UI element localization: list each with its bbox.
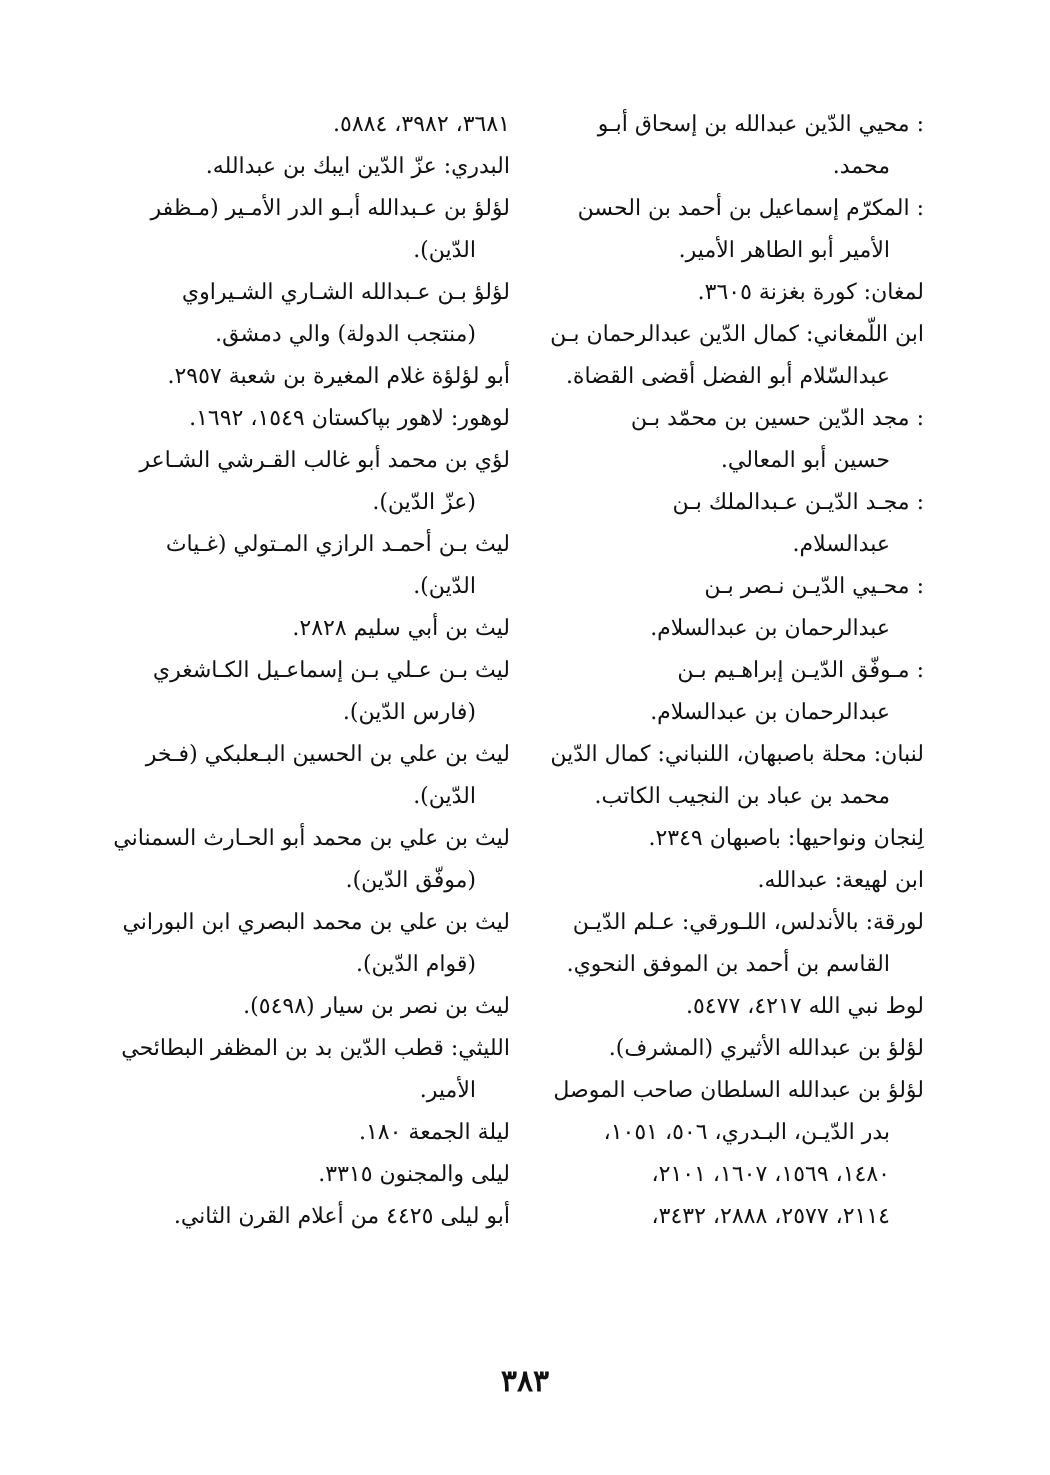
entry-line: البدري: عزّ الدّين ايبك بن عبدالله. [205,154,510,179]
entry-continuation-line: الدّين). [413,784,476,809]
entry-line: ليث بن علي بن الحسين البـعلبكي (فـخر [145,742,510,767]
entry-line: : المكرّم إسماعيل بن أحمد بن الحسن [577,196,924,221]
right-column [548,104,924,1238]
entry-line: ابن اللّمغاني: كمال الدّين عبدالرحمان بـن [550,322,924,347]
index-entry [548,650,924,734]
entry-line: ليث بن نصر بن سيار (٥٤٩٨). [243,994,510,1019]
entry-continuation-line: محمد. [832,154,890,179]
index-entry [122,902,510,986]
entry-line: ابن لهيعة: عبدالله. [757,868,924,893]
index-entry [140,398,510,440]
index-entry [140,608,510,650]
index-entry [140,1112,510,1154]
entry-continuation-line: الأمير أبو الطاهر الأمير. [678,238,890,263]
index-entry [140,986,510,1028]
index-entry [140,1154,510,1196]
entry-line: أبو ليلى ٤٤٢٥ من أعلام القرن الثاني. [173,1204,510,1229]
entry-continuation-line: الأمير. [419,1078,476,1103]
entry-continuation-line: ٢١١٤، ٢٥٧٧، ٢٨٨٨، ٣٤٣٢، [651,1204,890,1229]
index-entry [548,1028,924,1070]
entry-line: ليث بن علي بن محمد أبو الحـارث السمناني [113,826,510,851]
index-entry [140,188,510,272]
entry-line: لؤلؤ بـن عـبدالله الشـاري الشـيراوي [181,280,510,305]
entry-continuation-line: القاسم بن أحمد بن الموفق النحوي. [566,952,890,977]
index-entry [140,272,510,356]
entry-line: : محيي الدّين عبدالله بن إسحاق أبـو [597,112,924,137]
page-number: ٣٨٣ [500,1364,550,1399]
index-entry [113,818,510,902]
entry-line: لورقة: بالأندلس، اللـورقي: عـلم الدّيـن [572,910,924,935]
entry-line: الليثي: قطب الدّين بد بن المظفر البطائحي [121,1036,510,1061]
entry-line: : محـيي الدّيـن نـصر بـن [704,574,924,599]
entry-line: لوهور: لاهور بپاكستان ١٥٤٩، ١٦٩٢. [189,406,510,431]
index-entry [548,314,924,398]
entry-line: : مجد الدّين حسين بن محمّد بـن [630,406,924,431]
entry-line: ليث بن علي بن محمد البصري ابن البوراني [122,910,510,935]
entry-line: لمغان: كورة بغزنة ٣٦٠٥. [697,280,924,305]
index-entry [548,1070,924,1238]
entry-line: ليث بن أبي سليم ٢٨٢٨. [292,616,510,641]
entry-continuation-line: عبدالرحمان بن عبدالسلام. [650,616,890,641]
index-entry [548,188,924,272]
entry-continuation-line: (موفّق الدّين). [345,868,476,893]
index-entry [548,398,924,482]
entry-line: ليث بـن أحمـد الرازي المـتولي (غـياث [165,532,510,557]
index-entry [140,650,510,734]
index-entry [140,356,510,398]
index-entry [140,440,510,524]
index-entry [548,482,924,566]
entry-line: : مجـد الدّيـن عـبدالملك بـن [672,490,924,515]
entry-line: لِنجان ونواحيها: باصبهان ٢٣٤٩. [648,826,924,851]
entry-continuation-line: الدّين). [413,238,476,263]
entry-line: لوط نبي الله ٤٢١٧، ٥٤٧٧. [685,994,924,1019]
index-entry [548,860,924,902]
entry-continuation-line: بدر الدّيـن، البـدري، ٥٠٦، ١٠٥١، [603,1120,890,1145]
entry-line: أبو لؤلؤة غلام المغيرة بن شعبة ٢٩٥٧. [167,364,510,389]
entry-line: لنبان: محلة باصبهان، اللنباني: كمال الدّين [550,742,924,767]
entry-continuation-line: (فارس الدّين). [342,700,476,725]
entry-continuation-line: الدّين). [413,574,476,599]
entry-continuation-line: (منتجب الدولة) والي دمشق. [215,322,476,347]
index-entry [548,104,924,188]
index-entry [140,104,510,146]
entry-line: ليث بـن عـلي بـن إسماعـيل الكـاشغري [152,658,510,683]
entry-line: لؤلؤ بن عبدالله السلطان صاحب الموصل [553,1078,924,1103]
entry-continuation-line: (قوام الدّين). [355,952,476,977]
index-entry [140,734,510,818]
entry-continuation-line: حسين أبو المعالي. [720,448,890,473]
entry-continuation-line: ١٤٨٠، ١٥٦٩، ١٦٠٧، ٢١٠١، [651,1162,890,1187]
entry-continuation-line: (عزّ الدّين). [372,490,476,515]
index-entry [548,902,924,986]
index-entry [548,986,924,1028]
index-entry [548,566,924,650]
index-entry [548,818,924,860]
index-entry [121,1028,510,1112]
index-entry [548,272,924,314]
index-entry [140,524,510,608]
entry-line: لؤي بن محمد أبو غالب القـرشي الشـاعر [139,448,510,473]
entry-line: لؤلؤ بن عـبدالله أبـو الدر الأمـير (مـظفر [150,196,510,221]
entry-line: ٣٦٨١، ٣٩٨٢، ٥٨٨٤. [333,112,510,137]
left-column [113,104,510,1238]
entry-continuation-line: عبدالسلام. [792,532,890,557]
index-entry [140,1196,510,1238]
index-entry [140,146,510,188]
entry-continuation-line: عبدالسّلام أبو الفضل أقضى القضاة. [565,364,890,389]
entry-continuation-line: عبدالرحمان بن عبدالسلام. [650,700,890,725]
entry-line: لؤلؤ بن عبدالله الأثيري (المشرف). [608,1036,924,1061]
entry-line: ليلى والمجنون ٣٣١٥. [318,1162,510,1187]
entry-continuation-line: محمد بن عباد بن النجيب الكاتب. [594,784,890,809]
index-entry [548,734,924,818]
entry-line: : مـوفّق الدّيـن إبراهـيم بـن [677,658,924,683]
entry-line: ليلة الجمعة ١٨٠. [358,1120,510,1145]
